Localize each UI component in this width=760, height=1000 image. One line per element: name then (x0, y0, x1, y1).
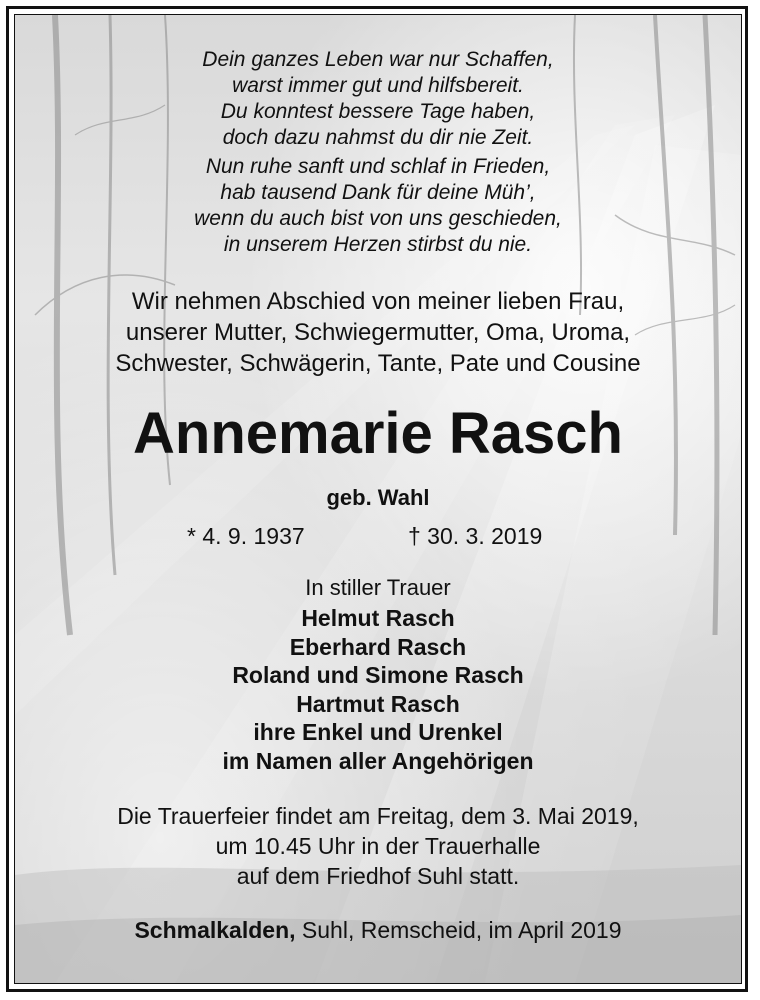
poem-line: in unserem Herzen stirbst du nie. (223, 233, 533, 256)
mourner-name: ihre Enkel und Urenkel (253, 719, 503, 745)
poem-line: doch dazu nahmst du dir nie Zeit. (222, 126, 534, 149)
maiden-name: geb. Wahl (326, 485, 430, 510)
place-rest: Suhl, Remscheid, im April 2019 (295, 917, 622, 943)
mourner-name: Helmut Rasch (301, 605, 455, 631)
farewell-intro (15, 286, 741, 379)
poem-line: Dein ganzes Leben war nur Schaffen, (202, 48, 554, 71)
mourner-name: Eberhard Rasch (289, 633, 467, 660)
deceased-name: Annemarie Rasch (133, 401, 623, 466)
notice-content (15, 15, 741, 983)
poem-line: Du konntest bessere Tage haben, (220, 100, 536, 123)
obituary-notice (14, 14, 742, 984)
poem-line: wenn du auch bist von uns geschieden, (194, 207, 562, 230)
mourner-name: im Namen aller Angehörigen (222, 747, 534, 774)
poem-stanza-1 (15, 47, 741, 151)
birth-date: * 4. 9. 1937 (187, 523, 305, 549)
death-date: † 30. 3. 2019 (408, 523, 543, 549)
service-line: um 10.45 Uhr in der Trauerhalle (215, 833, 541, 859)
service-line: Die Trauerfeier findet am Freitag, dem 3. Mai 2019, (117, 803, 639, 829)
mourner-name: Hartmut Rasch (296, 690, 460, 717)
poem-line: Nun ruhe sanft und schlaf in Frieden, (205, 155, 551, 178)
intro-line: Schwester, Schwägerin, Tante, Pate und Cousine (115, 350, 641, 377)
mourners-list (15, 604, 741, 775)
funeral-service-info (15, 801, 741, 891)
mourning-intro: In stiller Trauer (305, 575, 451, 600)
poem-stanza-2 (15, 154, 741, 258)
place-and-date (15, 915, 741, 945)
poem-line: warst immer gut und hilfsbereit. (232, 74, 524, 97)
poem-line: hab tausend Dank für deine Müh’, (220, 181, 536, 204)
place-bold: Schmalkalden, (134, 917, 296, 943)
service-line: auf dem Friedhof Suhl statt. (236, 863, 520, 889)
intro-line: unserer Mutter, Schwiegermutter, Oma, Uroma, (125, 319, 631, 346)
intro-line: Wir nehmen Abschied von meiner lieben Frau, (131, 288, 625, 315)
mourner-name: Roland und Simone Rasch (232, 662, 524, 688)
